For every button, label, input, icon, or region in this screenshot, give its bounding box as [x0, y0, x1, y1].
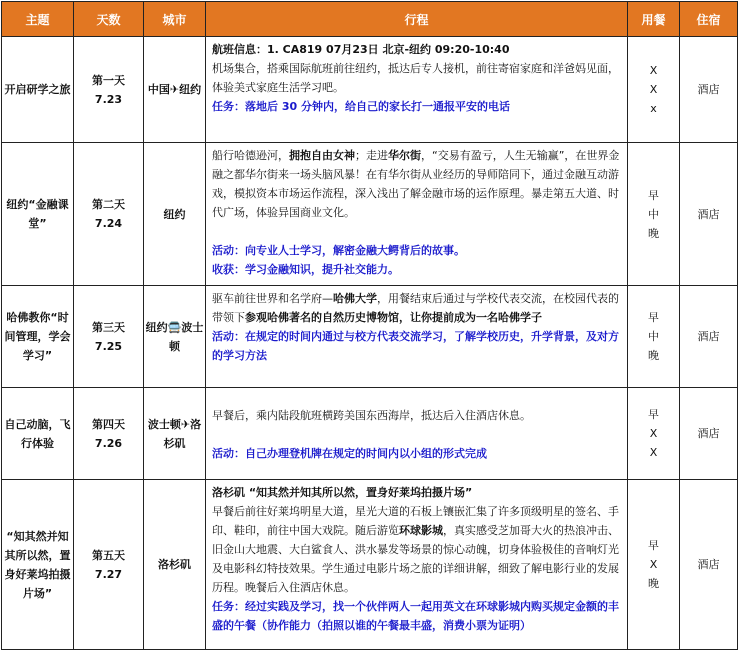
spacer	[212, 425, 621, 444]
theme-cell: “知其然并知其所以然，置身好莱坞拍摄片场”	[2, 480, 74, 650]
meals-cell	[628, 286, 680, 388]
table-row	[2, 388, 738, 480]
city-cell: 纽约🚍波士顿	[144, 286, 206, 388]
itinerary-text: 机场集合，搭乘国际航班前往纽约，抵达后专人接机，前往寄宿家庭和洋爸妈见面，体验美式家庭生活学习吧。	[212, 62, 619, 94]
flight-info: 航班信息：1. CA819 07月23日 北京-纽约 09:20-10:40	[212, 43, 510, 56]
itinerary-title: 洛杉矶 “知其然并知其所以然，置身好莱坞拍摄片场”	[212, 486, 473, 499]
meal-breakfast: 早	[648, 539, 659, 552]
itinerary-text: 早餐后前往好莱坞明星大道，星光大道的石板上镶嵌汇集了许多顶级明星的签名、手印、鞋印，前往中国大戏院。随后游览环球影城，真实感受芝加哥大火的热浪冲击、旧金山大地震、大白鲨食人、洪水暴发等场景的惊心动魄，切身体验极佳的音响灯光及电影科幻特技效果。学生通过电影片场之旅的详细讲解，细致了解电影行业的发展历程。晚餐后入住酒店休息。	[212, 505, 619, 594]
meals-cell	[628, 143, 680, 286]
day-date: 7.26	[94, 436, 123, 450]
city-cell: 纽约	[144, 143, 206, 286]
table-row	[2, 37, 738, 143]
header-itinerary: 行程	[206, 2, 628, 37]
itinerary-text: 早餐后，乘内陆段航班横跨美国东西海岸，抵达后入住酒店休息。	[212, 409, 531, 422]
header-city: 城市	[144, 2, 206, 37]
meal-breakfast: X	[649, 64, 658, 77]
meal-breakfast: 早	[648, 408, 659, 421]
header-meals: 用餐	[628, 2, 680, 37]
itinerary-text: 驱车前往世界和名学府—哈佛大学，用餐结束后通过与学校代表交流，在校园代表的带领下参观哈佛著名的自然历史博物馆，让你提前成为一名哈佛学子	[212, 292, 619, 324]
stay-cell: 酒店	[680, 37, 738, 143]
day-date: 7.23	[94, 92, 123, 106]
meal-breakfast: 早	[648, 311, 659, 324]
day-cell	[74, 480, 144, 650]
day-cell	[74, 143, 144, 286]
meal-dinner: 晚	[648, 226, 659, 240]
spacer	[212, 222, 621, 241]
theme-cell: 纽约“金融课堂”	[2, 143, 74, 286]
day-label: 第五天	[92, 548, 125, 562]
theme-cell: 开启研学之旅	[2, 37, 74, 143]
meal-lunch: X	[649, 83, 658, 96]
table-row	[2, 143, 738, 286]
meal-dinner: X	[649, 446, 658, 459]
table-row	[2, 286, 738, 388]
meals-cell	[628, 37, 680, 143]
day-label: 第三天	[92, 320, 125, 334]
itinerary-table	[1, 1, 738, 650]
activity-text: 活动：向专业人士学习，解密金融大鳄背后的故事。	[212, 244, 465, 257]
day-date: 7.27	[94, 567, 123, 581]
theme-cell: 自己动脑，飞行体验	[2, 388, 74, 480]
task-text: 任务：经过实践及学习，找一个伙伴两人一起用英文在环球影城内购买规定金额的丰盛的午餐（协作能力（拍照以谁的午餐最丰盛，消费小票为证明）	[212, 600, 619, 632]
city-cell: 波士顿✈洛杉矶	[144, 388, 206, 480]
meal-lunch: X	[649, 427, 658, 440]
day-date: 7.24	[94, 217, 123, 230]
day-label: 第二天	[92, 198, 125, 211]
day-label: 第四天	[92, 417, 125, 431]
meal-breakfast: 早	[648, 188, 659, 202]
meal-lunch: 中	[648, 207, 659, 221]
day-cell	[74, 286, 144, 388]
meal-lunch: 中	[648, 330, 659, 343]
table-row	[2, 480, 738, 650]
meals-cell	[628, 480, 680, 650]
day-label: 第一天	[92, 73, 125, 87]
day-date: 7.25	[94, 339, 123, 353]
meal-dinner: 晚	[648, 577, 659, 590]
activity-text: 活动：自己办理登机牌在规定的时间内以小组的形式完成	[212, 447, 487, 460]
stay-cell: 酒店	[680, 286, 738, 388]
itinerary-cell	[206, 286, 628, 388]
itinerary-cell	[206, 37, 628, 143]
task-text: 任务：落地后 30 分钟内，给自己的家长打一通报平安的电话	[212, 100, 510, 113]
meals-cell	[628, 388, 680, 480]
activity-text: 活动：在规定的时间内通过与校方代表交流学习，了解学校历史，升学背景，及对方的学习方法	[212, 330, 619, 362]
day-cell	[74, 388, 144, 480]
city-cell: 洛杉矶	[144, 480, 206, 650]
theme-cell: 哈佛教你“时间管理，学会学习”	[2, 286, 74, 388]
header-days: 天数	[74, 2, 144, 37]
meal-dinner: x	[650, 102, 657, 115]
header-row	[2, 2, 738, 37]
stay-cell: 酒店	[680, 143, 738, 286]
itinerary-cell	[206, 143, 628, 286]
day-cell	[74, 37, 144, 143]
header-stay: 住宿	[680, 2, 738, 37]
stay-cell: 酒店	[680, 480, 738, 650]
stay-cell: 酒店	[680, 388, 738, 480]
meal-dinner: 晚	[648, 349, 659, 362]
city-cell: 中国✈纽约	[144, 37, 206, 143]
gain-text: 收获：学习金融知识，提升社交能力。	[212, 263, 399, 276]
itinerary-cell	[206, 388, 628, 480]
itinerary-cell	[206, 480, 628, 650]
meal-lunch: X	[649, 558, 658, 571]
header-theme: 主题	[2, 2, 74, 37]
itinerary-text: 船行哈德逊河，拥抱自由女神；走进华尔街，“交易有盈亏，人生无输赢”，在世界金融之都华尔街来一场头脑风暴！在有华尔街从业经历的导师陪同下，通过金融互动游戏，模拟资本市场运作流程，深入浅出了解金融市场的运作原理。暴走第五大道、时代广场，体验异国商业文化。	[212, 149, 620, 219]
